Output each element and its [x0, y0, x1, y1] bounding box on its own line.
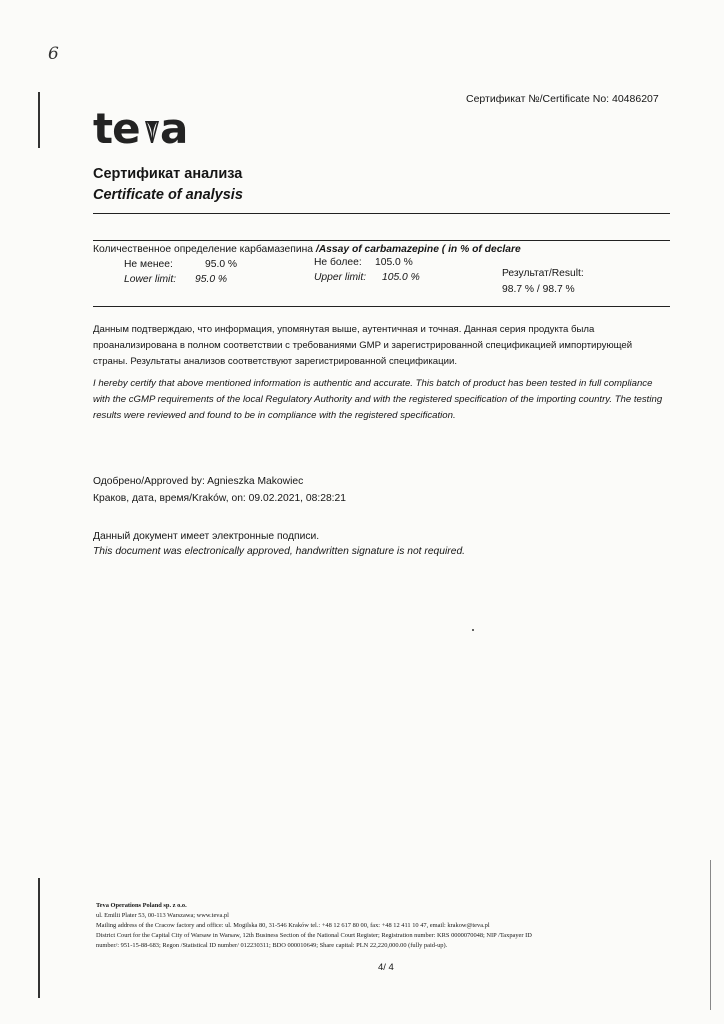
upper-limit-label-ru: Не более:	[314, 257, 362, 268]
divider-2	[93, 240, 670, 241]
esign-note-ru: Данный документ имеет электронные подписи.	[93, 531, 320, 542]
certificate-number: Сертификат №/Certificate No: 40486207	[466, 93, 659, 105]
lower-limit-label-ru: Не менее:	[124, 259, 173, 270]
approved-by: Одобрено/Approved by: Agnieszka Makowiec	[93, 476, 304, 487]
statement-en: I hereby certify that above mentioned information is authentic and accurate. This batch of product has been tested in full compliance with the cGMP requirements of the local Regulatory Authority and with the registered specification of the importing country. The testing results were reviewed and found to be in compliance with the registered specification.	[93, 378, 663, 421]
svg-text:a: a	[160, 105, 189, 151]
upper-limit-value-ru: 105.0 %	[375, 257, 413, 268]
handwritten-margin-note: 6	[48, 44, 59, 64]
upper-limit-label-en: Upper limit:	[314, 272, 367, 283]
margin-line-bottom	[38, 878, 40, 998]
footer-line-1: ul. Emilii Plater 53, 00-113 Warszawa; www.teva.pl	[96, 912, 229, 919]
footer-line-3: District Court for the Capital City of Warsaw in Warsaw, 12th Business Section of the National Court Register; Registration number: KRS 0000070048; NIP /Taxpayer ID	[96, 932, 532, 939]
page-number: 4/ 4	[378, 962, 394, 973]
upper-limit-value-en: 105.0 %	[382, 272, 420, 283]
result-value: 98.7 % / 98.7 %	[502, 284, 575, 295]
title-ru: Сертификат анализа	[93, 166, 243, 182]
lower-limit-value-ru: 95.0 %	[205, 259, 238, 270]
lower-limit-label-en: Lower limit:	[124, 274, 177, 285]
divider-3	[93, 306, 670, 307]
right-edge-line	[710, 860, 711, 1010]
assay-heading	[93, 244, 521, 255]
footer-company: Teva Operations Poland sp. z o.o.	[96, 902, 187, 909]
approval-place-date: Краков, дата, время/Kraków, on: 09.02.2021, 08:28:21	[93, 493, 346, 504]
title-en: Certificate of analysis	[93, 187, 243, 203]
esign-note-en: This document was electronically approved, handwritten signature is not required.	[93, 546, 466, 557]
teva-logo	[93, 105, 203, 156]
footer-line-2: Mailing address of the Cracow factory and office: ul. Mogilska 80, 31-546 Kraków tel.: +48 12 617 80 00, fax: +48 12 411 10 47, email: krakow@teva.pl	[96, 922, 490, 929]
margin-line-top	[38, 92, 40, 148]
assay-heading-ru: Количественное определение карбамазепина	[93, 244, 316, 255]
footer	[96, 901, 532, 951]
result-label: Результат/Result:	[502, 268, 584, 279]
svg-text:te: te	[93, 105, 140, 151]
statement-ru: Данным подтверждаю, что информация, упомянутая выше, аутентичная и точная. Данная серия продукта была проанализирована в полном соответствии с требованиями GMP и зарегистрированной спецификацией импортирующей страны. Результаты анализов соответствуют зарегистрированной спецификации.	[93, 324, 633, 367]
footer-line-4: number/: 951-15-88-683; Regon /Statistical ID number/ 012230311; BDO 000010649; Share capital: PLN 22,220,000.00 (fully paid-up).	[96, 942, 448, 949]
lower-limit-value-en: 95.0 %	[195, 274, 228, 285]
assay-heading-en: /Assay of carbamazepine ( in % of declare	[315, 244, 521, 255]
teva-logo-mark	[93, 105, 203, 151]
scan-speck	[472, 629, 474, 631]
divider-1	[93, 213, 670, 214]
